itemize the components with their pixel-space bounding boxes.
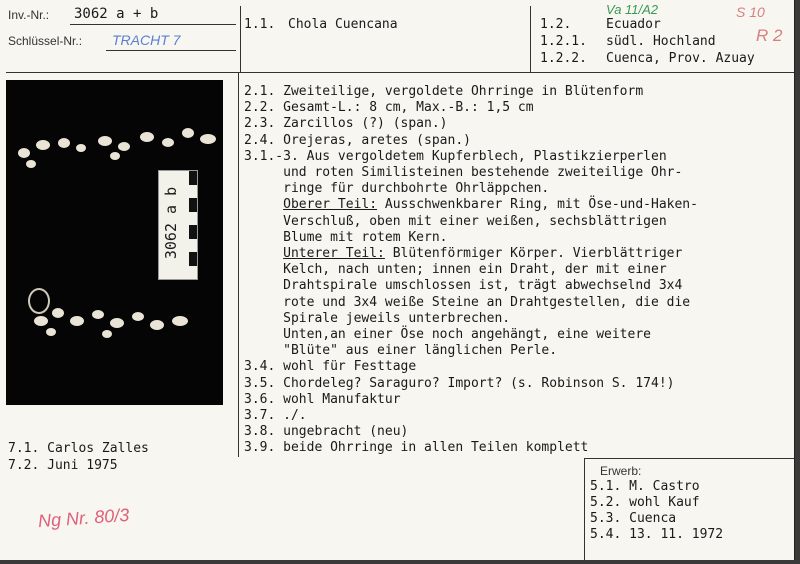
- inv-value: 3062 a + b: [74, 6, 159, 22]
- acq-line-3: 5.3. Cuenca: [590, 511, 677, 526]
- description-line: 2.4. Orejeras, aretes (span.): [244, 132, 471, 148]
- line-indent: [244, 246, 283, 261]
- scale-label: 3062 a b: [162, 186, 181, 260]
- description-line: 2.1. Zweiteilige, vergoldete Ohrringe in Blütenform: [244, 84, 644, 99]
- hand-note-r: R 2: [756, 26, 783, 45]
- collector-line-1: 7.1. Carlos Zalles: [8, 441, 149, 456]
- description-line: 2.2. Gesamt-L.: 8 cm, Max.-B.: 1,5 cm: [244, 100, 534, 116]
- description-line: 3.9. beide Ohrringe in allen Teilen komplett: [244, 440, 589, 456]
- description-line: ringe für durchbohrte Ohrläppchen.: [244, 181, 550, 197]
- description-line: Blume mit rotem Kern.: [244, 229, 448, 245]
- header-rule: [6, 72, 794, 73]
- loc-text-3: Cuenca, Prov. Azuay: [606, 51, 755, 66]
- acq-line-1: 5.1. M. Castro: [590, 479, 700, 494]
- description-line: 3.8. ungebracht (neu): [244, 424, 409, 440]
- line-text: Blütenförmiger Körper. Vierblättriger: [384, 246, 683, 261]
- acq-line-2: 5.2. wohl Kauf: [590, 495, 700, 510]
- line-indent: [244, 197, 283, 212]
- description-line: "Blüte" aus einer länglichen Perle.: [244, 343, 558, 359]
- negative-number: Ng Nr. 80/3: [37, 504, 130, 532]
- item-no: 1.1.: [244, 17, 276, 32]
- description-line: Drahtspirale umschlossen ist, trägt abwechselnd 3x4: [244, 278, 683, 294]
- description-line: 2.3. Zarcillos (?) (span.): [244, 116, 448, 132]
- line-text: Ausschwenkbarer Ring, mit Öse-und-Haken-: [377, 197, 698, 213]
- loc-text-2: südl. Hochland: [606, 34, 716, 49]
- body-divider: [238, 72, 239, 457]
- description-line: Kelch, nach unten; innen ein Draht, der mit einer: [244, 262, 667, 278]
- acq-line-4: 5.4. 13. 11. 1972: [590, 527, 724, 542]
- acq-left-rule: [584, 458, 585, 560]
- acq-top-rule: [584, 458, 794, 459]
- description-line: rote und 3x4 weiße Steine an Drahtgestellen, die die: [244, 294, 691, 310]
- description-line: Spirale jeweils unterbrechen.: [244, 310, 511, 326]
- description-line: 3.1.-3. Aus vergoldetem Kupferblech, Plastikzierperlen: [244, 148, 667, 164]
- acq-title: Erwerb:: [600, 464, 642, 478]
- earring-photo: [6, 80, 223, 405]
- hand-note-s: S 10: [736, 4, 765, 20]
- scale-card: [158, 170, 198, 280]
- description-line: Verschluß, oben mit einer weißen, sechsblättrigen: [244, 213, 667, 229]
- key-underline: [106, 50, 236, 51]
- header-divider-2: [530, 6, 531, 72]
- loc-no-1: 1.2.: [540, 17, 572, 32]
- description-line: 3.5. Chordeleg? Saraguro? Import? (s. Robinson S. 174!): [244, 375, 675, 391]
- item-name: Chola Cuencana: [288, 17, 398, 32]
- description-line: 3.6. wohl Manufaktur: [244, 391, 401, 407]
- loc-text-1: Ecuador: [606, 17, 661, 32]
- collector-line-2: 7.2. Juni 1975: [8, 458, 118, 473]
- hand-note-top: Va 11/A2: [606, 2, 659, 17]
- description-line: 3.7. ./.: [244, 408, 307, 423]
- section-heading: Oberer Teil:: [283, 197, 378, 213]
- header-divider-1: [240, 6, 241, 72]
- description-line: 3.4. wohl für Festtage: [244, 359, 417, 375]
- inv-underline: [70, 24, 236, 25]
- description-line: [244, 246, 682, 262]
- loc-no-3: 1.2.2.: [540, 51, 587, 66]
- key-label: Schlüssel-Nr.:: [8, 34, 83, 48]
- loc-no-2: 1.2.1.: [540, 34, 587, 49]
- description-line: [244, 197, 698, 213]
- section-heading: Unterer Teil:: [283, 246, 385, 261]
- key-value: TRACHT 7: [112, 32, 181, 48]
- description-line: und roten Similisteinen bestehende zweiteilige Ohr-: [244, 165, 683, 180]
- inv-label: Inv.-Nr.:: [8, 8, 50, 22]
- description-line: Unten,an einer Öse noch angehängt, eine weitere: [244, 327, 651, 342]
